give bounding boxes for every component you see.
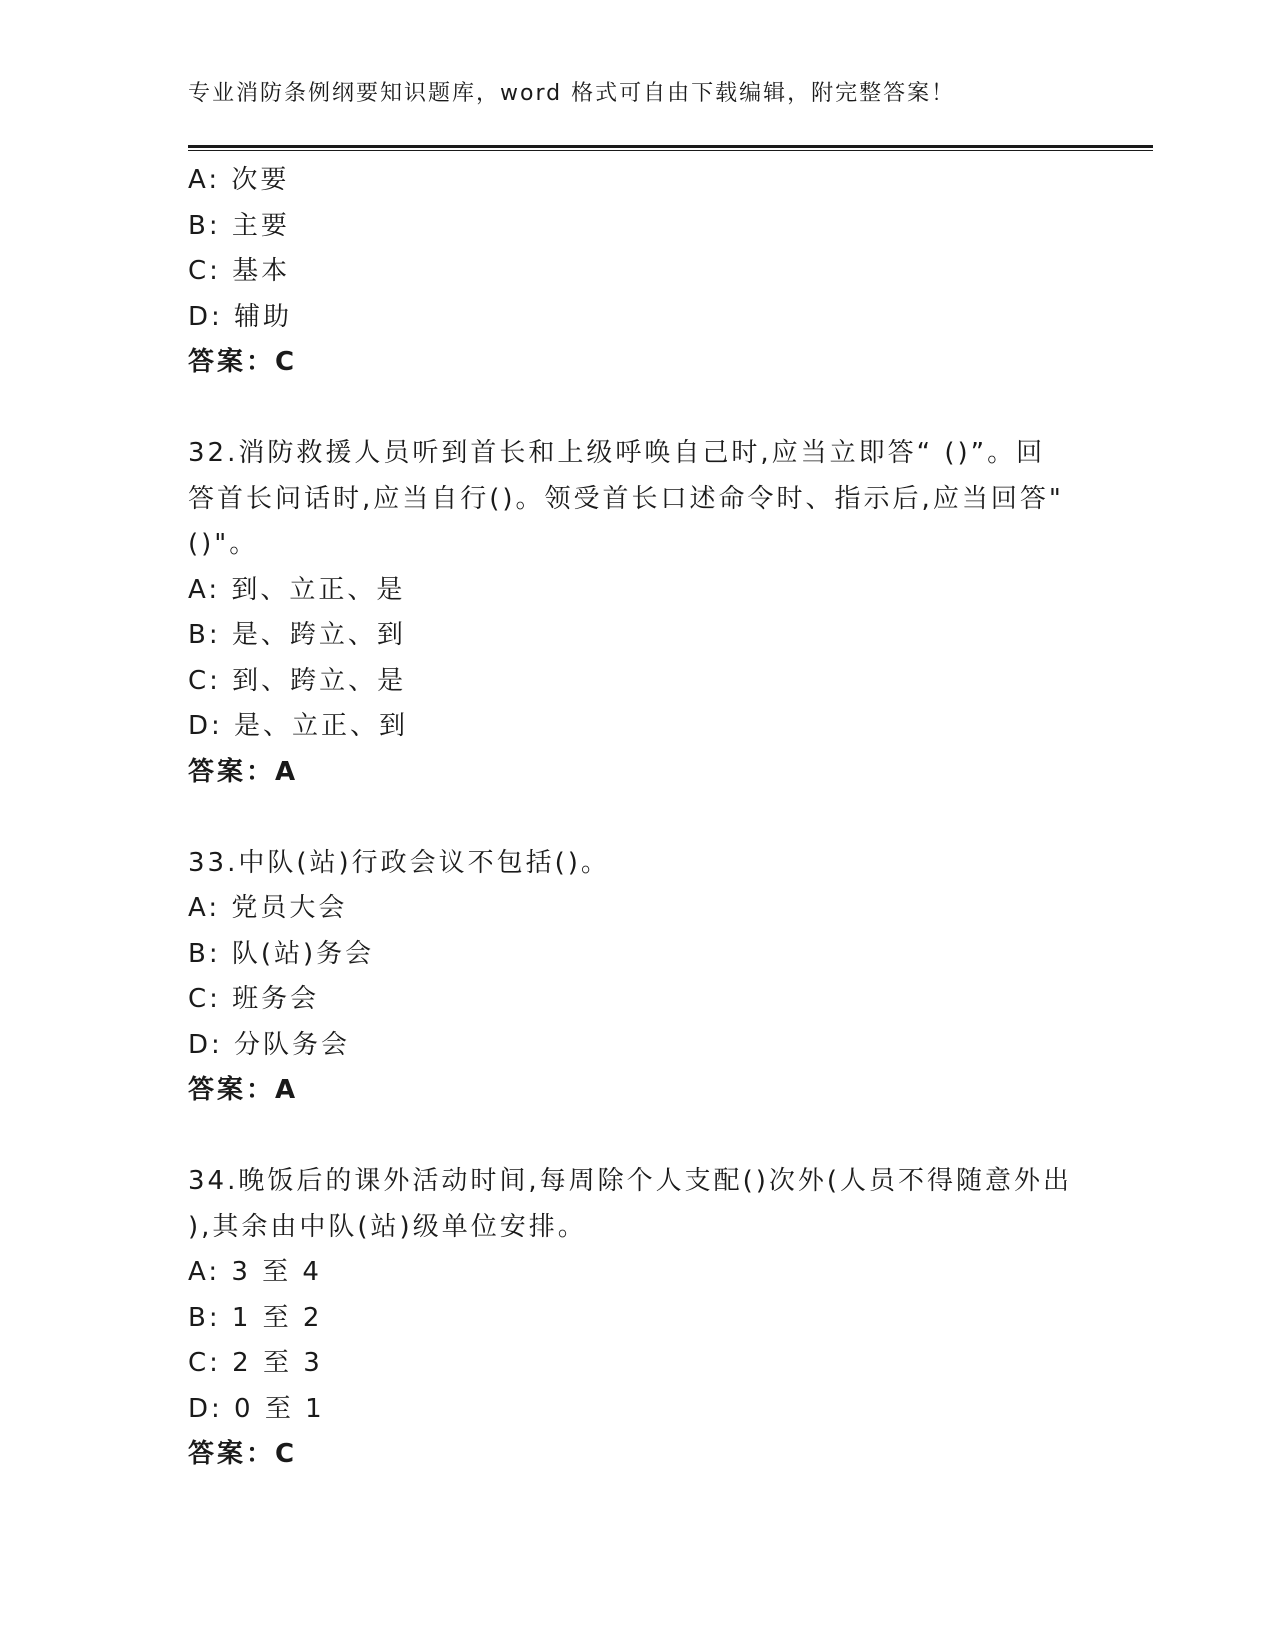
option-d: D: 是、立正、到 <box>188 711 409 741</box>
question-32 <box>188 431 1088 795</box>
option-b: B: 1 至 2 <box>188 1302 323 1333</box>
question-stem-line: 33.中队(站)行政会议不包括()。 <box>188 847 610 878</box>
option-c: C: 基本 <box>188 256 291 286</box>
answer-line: 答案：A <box>188 1075 299 1105</box>
spacer <box>188 1114 1088 1160</box>
question-33 <box>188 841 1088 1114</box>
option-d: D: 分队务会 <box>188 1029 351 1060</box>
question-stem-line: ()"。 <box>188 529 259 559</box>
option-b: B: 队(站)务会 <box>188 938 375 969</box>
option-a: A: 次要 <box>188 165 290 195</box>
option-a: A: 党员大会 <box>188 893 348 923</box>
option-b: B: 是、跨立、到 <box>188 620 406 650</box>
divider-thick-line <box>188 145 1153 148</box>
page-header: 专业消防条例纲要知识题库，word 格式可自由下载编辑，附完整答案！ <box>188 81 956 106</box>
answer-line: 答案：A <box>188 756 299 787</box>
question-stem-line: 34.晚饭后的课外活动时间,每周除个人支配()次外(人员不得随意外出 <box>188 1166 1073 1196</box>
divider-thin-line <box>188 150 1153 151</box>
option-d: D: 0 至 1 <box>188 1393 325 1424</box>
answer-line: 答案：C <box>188 347 298 377</box>
option-c: C: 2 至 3 <box>188 1348 323 1378</box>
option-a: A: 3 至 4 <box>188 1257 322 1287</box>
option-d: D: 辅助 <box>188 301 293 332</box>
option-c: C: 到、跨立、是 <box>188 665 407 696</box>
option-a: A: 到、立正、是 <box>188 574 406 605</box>
question-stem-line: 答首长问话时,应当自行()。领受首长口述命令时、指示后,应当回答" <box>188 483 1064 514</box>
question-stem-line: ),其余由中队(站)级单位安排。 <box>188 1211 587 1242</box>
answer-line: 答案：C <box>188 1439 298 1469</box>
option-c: C: 班务会 <box>188 984 320 1014</box>
spacer <box>188 386 1088 432</box>
question-stem-line: 32.消防救援人员听到首长和上级呼唤自己时,应当立即答“ ()”。回 <box>188 438 1046 468</box>
option-b: B: 主要 <box>188 210 290 241</box>
question-31 <box>188 158 1088 386</box>
header-divider <box>188 145 1153 151</box>
question-list <box>188 158 1088 1478</box>
question-34 <box>188 1159 1088 1478</box>
spacer <box>188 795 1088 841</box>
